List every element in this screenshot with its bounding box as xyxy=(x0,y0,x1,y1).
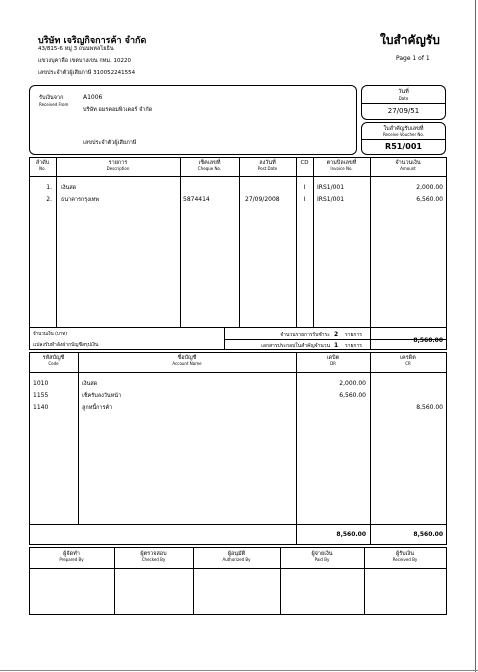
receiver-box xyxy=(29,85,357,155)
voucher-number-value: R51/001 xyxy=(385,142,422,151)
col-header-invoice-no: ตามบิลเลขที่ Invoice No. xyxy=(326,160,357,171)
row-cheque-no: 5874414 xyxy=(183,196,210,203)
attachments-value: 1 xyxy=(334,342,339,349)
account-debit: 2,000.00 xyxy=(339,380,366,387)
row-no: 2. xyxy=(46,196,52,203)
received-from-label-en: Received From xyxy=(39,102,69,107)
company-tax-id: เลขประจำตัวผู้เสียภาษี 310052241554 xyxy=(38,70,136,76)
account-credit: 8,560.00 xyxy=(416,404,443,411)
account-code: 1140 xyxy=(33,404,49,411)
account-name: ลูกหนี้การค้า xyxy=(82,405,113,411)
row-invoice-no: IRS1/001 xyxy=(317,196,345,203)
col-header-account-code: รหัสบัญชี Code xyxy=(42,355,65,366)
remark-label: แปลงรับทำลังฝากบัญชีสรุปเงิน xyxy=(33,342,99,348)
row-description: ธนาคารกรุงเทพ xyxy=(61,197,100,203)
col-header-account-name: ชื่อบัญชี Account Name xyxy=(172,355,202,366)
page-edge-bottom xyxy=(0,670,478,671)
col-header-credit: เครดิต CR xyxy=(400,355,416,366)
col-header-cd: CD xyxy=(300,160,309,166)
account-code: 1155 xyxy=(33,392,49,399)
received-from-label-th: รับเงินจาก xyxy=(39,95,64,101)
col-header-amount: จำนวนเงิน Amount xyxy=(395,160,421,171)
account-name: เงินสด xyxy=(82,381,98,387)
signature-prepared-by: ผู้จัดทำ Prepared By xyxy=(59,551,84,562)
company-address-line-2: แขวงบุคาลือ เขตบางเขน กทม. 10220 xyxy=(38,58,131,64)
items-total: 8,560.00 xyxy=(413,337,443,344)
col-header-debit: เดบิต DR xyxy=(326,355,340,366)
voucher-label-en: Receive Voucher No. xyxy=(382,132,425,137)
col-header-post-date: ลงวันที่ Post Date xyxy=(257,160,278,171)
page-number: Page 1 of 1 xyxy=(396,55,430,62)
total-debit: 8,560.00 xyxy=(336,531,366,538)
amount-in-words-label: จำนวนเงิน (บาท) xyxy=(33,332,67,337)
row-amount: 2,000.00 xyxy=(416,184,443,191)
row-cd: I xyxy=(303,184,306,191)
document-title: ใบสำคัญรับ xyxy=(380,33,440,47)
signature-checked-by: ผู้ตรวจสอบ Checked By xyxy=(140,551,167,562)
company-name: บริษัท เจริญกิจการค้า จำกัด xyxy=(38,36,147,46)
signature-paid-by: ผู้จ่ายเงิน Paid By xyxy=(311,551,333,562)
row-post-date: 27/09/2008 xyxy=(245,196,280,203)
row-no: 1. xyxy=(46,184,52,191)
customer-tax-label: เลขประจำตัวผู้เสียภาษี xyxy=(83,140,137,146)
page-edge-right xyxy=(475,0,476,672)
total-credit: 8,560.00 xyxy=(413,531,443,538)
payment-count-unit: รายการ xyxy=(345,332,362,338)
date-label-th: วันที่ xyxy=(398,89,409,95)
row-invoice-no: IRS1/001 xyxy=(317,184,345,191)
signature-authorized-by: ผู้อนุมัติ Authorized By xyxy=(222,551,251,562)
row-cd: I xyxy=(303,196,306,203)
customer-code: A1006 xyxy=(83,94,103,101)
account-code: 1010 xyxy=(33,380,49,387)
date-value: 27/09/51 xyxy=(387,107,420,115)
col-header-description: รายการ Description xyxy=(106,160,130,171)
signature-received-by: ผู้รับเงิน Received By xyxy=(392,551,418,562)
date-label-en: Date xyxy=(398,96,409,101)
col-header-no: ลำดับ No. xyxy=(35,160,50,171)
row-amount: 6,560.00 xyxy=(416,196,443,203)
payment-count-value: 2 xyxy=(334,331,339,338)
attachments-unit: รายการ xyxy=(345,343,362,349)
customer-name: บริษัท อมรคอมพิวเตอร์ จำกัด xyxy=(83,107,153,113)
attachments-label: เอกสารประกอบในสำคัญจำนวน xyxy=(261,343,330,349)
account-debit: 6,560.00 xyxy=(339,392,366,399)
account-name: เช็ครับลงวันหน้า xyxy=(82,393,122,399)
row-description: เงินสด xyxy=(61,185,77,191)
company-address-line-1: 43/815-6 หมู่ 3 ถนนพหลโยธิน xyxy=(38,46,114,52)
payment-count-label: จำนวนรายการรับชำระ xyxy=(280,332,330,338)
voucher-label-th: ใบสำคัญรับเลขที่ xyxy=(383,126,424,132)
col-header-cheque-no: เช็คเลขที่ Cheque No. xyxy=(197,160,222,171)
